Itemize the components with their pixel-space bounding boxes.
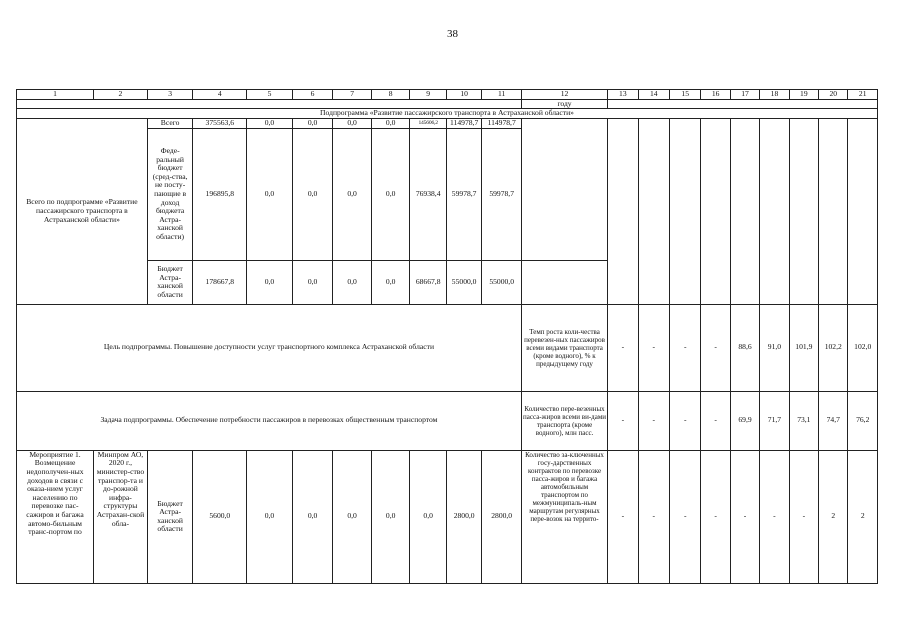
value-cell: 0,0 [292, 128, 333, 260]
col-number: 21 [848, 90, 878, 100]
value-cell: 68667,8 [410, 260, 447, 304]
indicator-value: 2 [819, 450, 848, 583]
indicator-value: - [638, 304, 669, 391]
page-number: 38 [447, 28, 458, 40]
indicator-value: - [608, 450, 638, 583]
indicator-value: 91,0 [760, 304, 789, 391]
value-cell: 2800,0 [482, 450, 522, 583]
task-indicator: Количество пере-везенных пасса-жиров всеми ви-дами транспорта (кроме водного), млн пасс. [521, 391, 607, 450]
indicator-value: 69,9 [730, 391, 759, 450]
value-cell: 0,0 [247, 450, 293, 583]
indicator-value: - [669, 304, 700, 391]
empty-cell [789, 118, 818, 304]
indicator-value: - [760, 450, 789, 583]
indicator-value: 101,9 [789, 304, 818, 391]
empty-cell [848, 118, 878, 304]
value-cell: 0,0 [247, 260, 293, 304]
col-number: 8 [371, 90, 410, 100]
col-number: 19 [789, 90, 818, 100]
column-number-row [17, 90, 878, 100]
total-row-all [17, 118, 878, 128]
value-cell: 0,0 [292, 260, 333, 304]
col-number: 11 [482, 90, 522, 100]
col-number: 5 [247, 90, 293, 100]
empty-cell [701, 118, 730, 304]
value-cell: 0,0 [247, 128, 293, 260]
year-label: году [521, 99, 607, 109]
empty-cell [760, 118, 789, 304]
value-cell: 59978,7 [482, 128, 522, 260]
goal-indicator: Темп роста коли-чества перевезен-ных пассажиров всеми видами транспорта (кроме водного), % к предыдущему году [521, 304, 607, 391]
col-number: 15 [669, 90, 700, 100]
value-cell: 114978,7 [446, 118, 481, 128]
event-executor: Минпром АО, 2020 г., министер-ство транспор-та и до-рожной инфра-структуры Астрахан-ской обла- [94, 450, 148, 583]
indicator-value: - [669, 391, 700, 450]
value-cell: 0,0 [247, 118, 293, 128]
value-cell: 178667,8 [193, 260, 247, 304]
subprogram-title-row [17, 109, 878, 119]
col-number: 2 [94, 90, 148, 100]
indicator-value: - [608, 304, 638, 391]
empty-cell [608, 118, 638, 304]
value-cell: 375563,6 [193, 118, 247, 128]
indicator-value: - [701, 391, 730, 450]
col-number: 3 [147, 90, 193, 100]
value-cell: 76938,4 [410, 128, 447, 260]
funding-source: Всего [147, 118, 193, 128]
value-cell: 0,0 [333, 260, 372, 304]
funding-source: Бюджет Астра-ханской области [147, 260, 193, 304]
empty-cell [17, 99, 522, 109]
subprogram-title: Подпрограмма «Развитие пассажирского транспорта в Астраханской области» [17, 109, 878, 119]
col-number: 14 [638, 90, 669, 100]
value-cell: 145606,2 [410, 118, 447, 128]
event-name: Мероприятие 1. Возмещение недополучен-ных доходов в связи с оказа-нием услуг населению по перевозке пас-сажиров и багажа автомо-бильным транс-портом по [17, 450, 94, 583]
value-cell: 0,0 [292, 118, 333, 128]
event-indicator: Количество за-ключенных госу-дарственных контрактов по перевозке пасса-жиров и багажа автомобильным транспортом по межмуниципаль-ным маршрутам регулярных пере-возок на террито- [521, 450, 607, 583]
event-row [17, 450, 878, 583]
task-text: Задача подпрограммы. Обеспечение потребности пассажиров в перевозках общественным транспортом [17, 391, 522, 450]
indicator-value: 88,6 [730, 304, 759, 391]
value-cell: 196895,8 [193, 128, 247, 260]
indicator-value: 102,2 [819, 304, 848, 391]
value-cell: 55000,0 [482, 260, 522, 304]
funding-source: Бюджет Астра-ханской области [147, 450, 193, 583]
goal-text: Цель подпрограммы. Повышение доступности услуг транспортного комплекса Астраханской области [17, 304, 522, 391]
col-number: 4 [193, 90, 247, 100]
indicator-value: - [669, 450, 700, 583]
empty-cell [638, 118, 669, 304]
indicator-value: - [608, 391, 638, 450]
funding-source: Феде-ральный бюджет (сред-ства, не посту-пающие в доход бюджета Астра-ханской области) [147, 128, 193, 260]
empty-cell [521, 118, 607, 260]
value-cell: 55000,0 [446, 260, 481, 304]
empty-cell [730, 118, 759, 304]
value-cell: 0,0 [333, 118, 372, 128]
value-cell: 2800,0 [446, 450, 481, 583]
col-number: 16 [701, 90, 730, 100]
col-number: 1 [17, 90, 94, 100]
value-cell: 0,0 [410, 450, 447, 583]
indicator-value: - [701, 450, 730, 583]
col-number: 20 [819, 90, 848, 100]
col-number: 7 [333, 90, 372, 100]
indicator-value: 76,2 [848, 391, 878, 450]
col-number: 12 [521, 90, 607, 100]
indicator-value: 2 [848, 450, 878, 583]
value-cell: 59978,7 [446, 128, 481, 260]
goal-row [17, 304, 878, 391]
indicator-value: 71,7 [760, 391, 789, 450]
value-cell: 0,0 [371, 118, 410, 128]
value-cell: 0,0 [333, 450, 372, 583]
value-cell: 5600,0 [193, 450, 247, 583]
col-number: 17 [730, 90, 759, 100]
col-number: 6 [292, 90, 333, 100]
indicator-value: 73,1 [789, 391, 818, 450]
indicator-value: - [789, 450, 818, 583]
value-cell: 0,0 [371, 128, 410, 260]
empty-cell [521, 260, 607, 304]
col-number: 18 [760, 90, 789, 100]
value-cell: 0,0 [333, 128, 372, 260]
empty-cell [669, 118, 700, 304]
indicator-value: - [638, 391, 669, 450]
col-number: 13 [608, 90, 638, 100]
empty-cell [819, 118, 848, 304]
program-table [16, 89, 878, 584]
value-cell: 0,0 [292, 450, 333, 583]
value-cell: 114978,7 [482, 118, 522, 128]
col-number: 9 [410, 90, 447, 100]
value-cell: 0,0 [371, 260, 410, 304]
indicator-value: - [701, 304, 730, 391]
empty-cell [608, 99, 878, 109]
indicator-value: - [730, 450, 759, 583]
indicator-value: - [638, 450, 669, 583]
col-number: 10 [446, 90, 481, 100]
total-block-title: Всего по подпрограмме «Развитие пассажирского транспорта в Астраханской области» [17, 118, 148, 304]
indicator-value: 102,0 [848, 304, 878, 391]
indicator-value: 74,7 [819, 391, 848, 450]
year-row [17, 99, 878, 109]
task-row [17, 391, 878, 450]
value-cell: 0,0 [371, 450, 410, 583]
